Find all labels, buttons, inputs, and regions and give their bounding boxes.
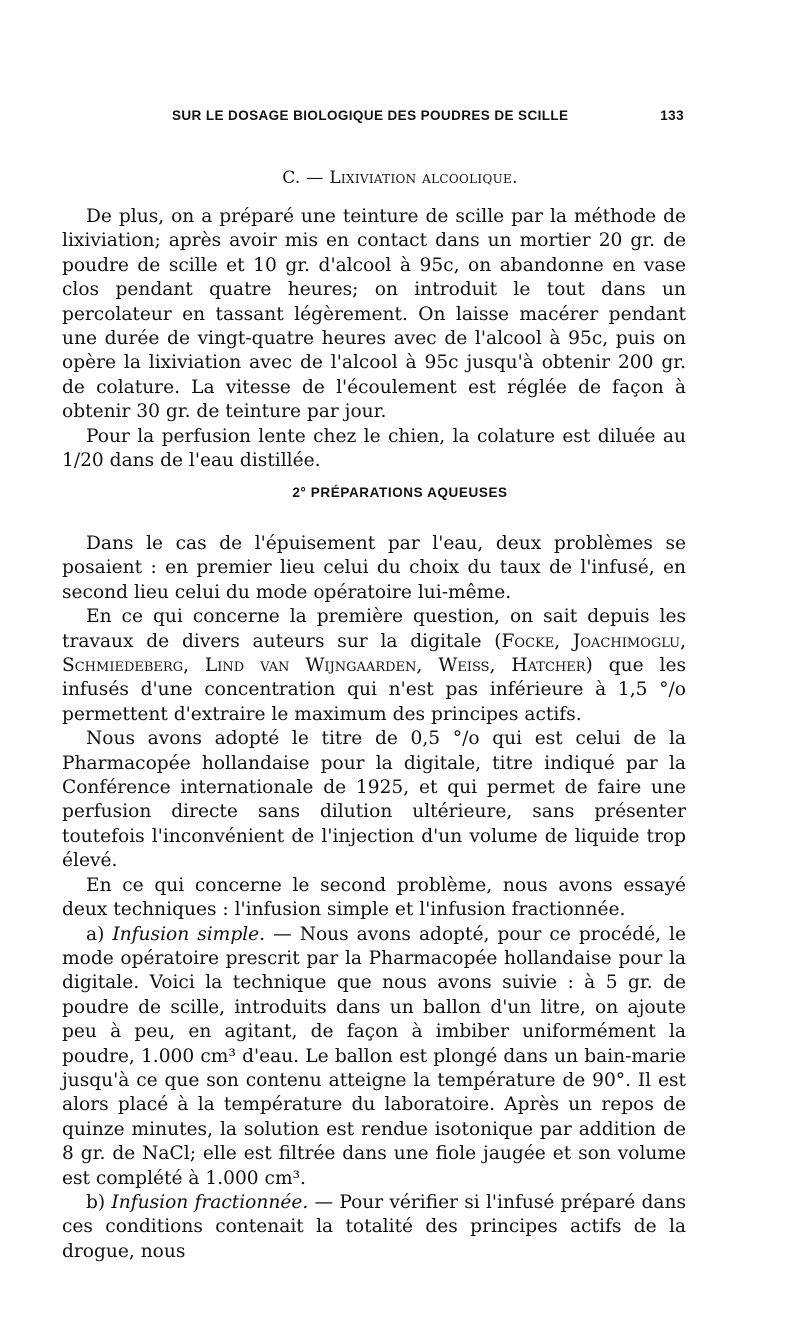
section-heading-c (0, 168, 800, 188)
paragraph (62, 923, 686, 1191)
item-title: Infusion simple. (112, 923, 266, 945)
author-names: Focke, Joachimoglu, Schmiedeberg, Lind van Wijngaarden, Weiss, Hatcher (62, 630, 686, 677)
paragraph: Dans le cas de l'épuisement par l'eau, deux problèmes se posaient : en premier lieu celui du choix du taux de l'infusé, en second lieu celui du mode opératoire lui-même. (62, 533, 686, 603)
paragraph (62, 1191, 686, 1264)
section-title: Lixiviation alcoolique. (329, 168, 518, 188)
section-heading-2: 2° PRÉPARATIONS AQUEUSES (292, 485, 508, 500)
section-c-body (62, 205, 686, 473)
page-number: 133 (660, 108, 684, 123)
paragraph: Pour la perfusion lente chez le chien, la colature est diluée au 1/20 dans de l'eau distillée. (62, 425, 686, 472)
item-title: Infusion fractionnée. (111, 1191, 309, 1213)
section-label: C. — (282, 168, 324, 188)
running-title: SUR LE DOSAGE BIOLOGIQUE DES POUDRES DE SCILLE (172, 108, 569, 123)
item-label: a) (86, 923, 105, 945)
item-label: b) (86, 1191, 106, 1213)
section-2-body (62, 532, 686, 1264)
paragraph-text: — Nous avons adopté, pour ce procédé, le mode opératoire prescrit par la Pharmacopée hollandaise pour la digitale. Voici la technique que nous avons suivie : à 5 gr. de poudre de scille, introduits dans un ballon d'un litre, on ajoute peu à peu, en agitant, de façon à imbiber uniformément la poudre, 1.000 cm³ d'eau. Le ballon est plongé dans un bain-marie jusqu'à ce que son contenu atteigne la température de 90°. Il est alors placé à la température du laboratoire. Après un repos de quinze minutes, la solution est rendue isotonique par addition de 8 gr. de NaCl; elle est filtrée dans une fiole jaugée et son volume est complété à 1.000 cm³. (62, 923, 686, 1189)
paragraph: En ce qui concerne le second problème, nous avons essayé deux techniques : l'infusion simple et l'infusion fractionnée. (62, 874, 686, 921)
paragraph: Nous avons adopté le titre de 0,5 °/o qui est celui de la Pharmacopée hollandaise pour la digitale, titre indiqué par la Conférence internationale de 1925, et qui permet de faire une perfusion directe sans dilution ultérieure, sans présenter toutefois l'inconvénient de l'injection d'un volume de liquide trop élevé. (62, 728, 686, 872)
paragraph-text: — Pour vérifier si l'infusé préparé dans ces conditions contenait la totalité des principes actifs de la drogue, nous (62, 1191, 686, 1262)
paragraph (62, 605, 686, 727)
paragraph-text: En ce qui concerne la première question, on sait depuis les travaux de divers auteurs sur la digitale ( (62, 606, 686, 652)
paragraph: De plus, on a préparé une teinture de scille par la méthode de lixiviation; après avoir mis en contact dans un mortier 20 gr. de poudre de scille et 10 gr. d'alcool à 95c, on abandonne en vase clos pendant quatre heures; on introduit le tout dans un percolateur en tassant légèrement. On laisse macérer pendant une durée de vingt-quatre heures avec de l'alcool à 95c, puis on opère la lixiviation avec de l'alcool à 95c jusqu'à obtenir 200 gr. de colature. La vitesse de l'écoulement est réglée de façon à obtenir 30 gr. de teinture par jour. (62, 206, 686, 423)
paragraph-text: ) que les infusés d'une concentration qui n'est pas inférieure à 1,5 °/o permettent d'extraire le maximum des principes actifs. (62, 655, 686, 725)
